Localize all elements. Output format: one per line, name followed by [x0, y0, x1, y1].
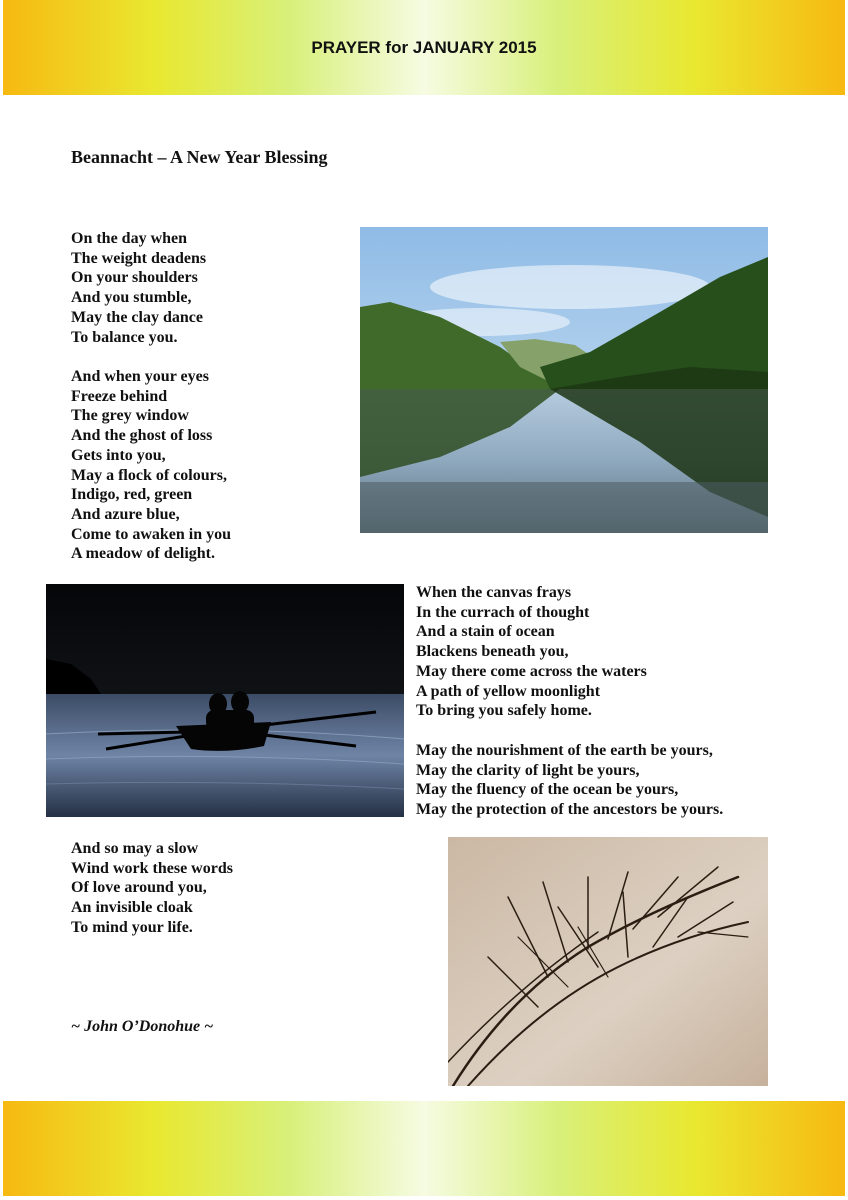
poem-line: The grey window — [71, 407, 189, 425]
poem-line: In the currach of thought — [416, 603, 590, 621]
stanza-5 — [71, 839, 233, 938]
poem-line: And you stumble, — [71, 289, 192, 307]
page-header-title: PRAYER for JANUARY 2015 — [311, 38, 537, 57]
poem-line: May the fluency of the ocean be yours, — [416, 781, 679, 799]
poem-line: And when your eyes — [71, 368, 209, 385]
lake-valley-photo — [360, 227, 768, 533]
poem-line: And the ghost of loss — [71, 427, 213, 445]
poem-line: To balance you. — [71, 328, 178, 346]
stanza-4 — [416, 741, 723, 820]
stanza-3 — [416, 583, 647, 721]
poem-line: A meadow of delight. — [71, 545, 215, 563]
poem-line: May the protection of the ancestors be yours. — [416, 801, 724, 819]
poem-line: May there come across the waters — [416, 662, 647, 680]
poem-line: May the clay dance — [71, 308, 203, 326]
poem-line: Blackens beneath you, — [416, 643, 569, 661]
rowing-boat-photo — [46, 584, 404, 817]
poem-line: And a stain of ocean — [416, 623, 555, 641]
poem-line: And azure blue, — [71, 505, 180, 523]
poem-author: ~ John O’Donohue ~ — [71, 1018, 214, 1035]
poem-title: Beannacht – A New Year Blessing — [71, 147, 328, 167]
footer-band — [3, 1101, 845, 1196]
poem-line: Come to awaken in you — [71, 525, 232, 543]
poem-line: Wind work these words — [71, 859, 233, 877]
poem-line: The weight deadens — [71, 249, 207, 267]
poem-line: Gets into you, — [71, 446, 166, 464]
poem-line: On the day when — [71, 230, 188, 247]
poem-line: Freeze behind — [71, 387, 168, 405]
poem-line: To bring you safely home. — [416, 702, 592, 720]
poem-line: And so may a slow — [71, 840, 199, 857]
poem-line: On your shoulders — [71, 269, 198, 287]
poem-line: May the nourishment of the earth be yours, — [416, 742, 713, 759]
poem-line: Of love around you, — [71, 879, 207, 897]
poem-line: An invisible cloak — [71, 899, 193, 917]
poem-line: Indigo, red, green — [71, 486, 193, 504]
poem-line: To mind your life. — [71, 918, 193, 936]
poem-line: May the clarity of light be yours, — [416, 761, 640, 779]
stanza-2 — [71, 367, 231, 564]
poem-line: When the canvas frays — [416, 584, 572, 601]
grass-reeds-photo — [448, 837, 768, 1086]
poem-line: A path of yellow moonlight — [416, 682, 601, 700]
poem-line: May a flock of colours, — [71, 466, 227, 484]
stanza-1 — [71, 229, 206, 347]
